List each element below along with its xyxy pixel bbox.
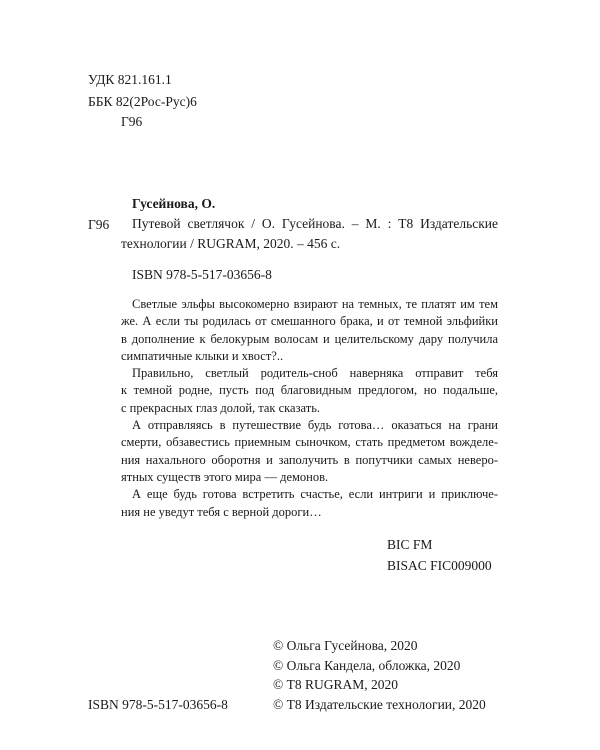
bisac-code: BISAC FIC009000	[387, 558, 492, 573]
description-line-2: технологии / RUGRAM, 2020. – 456 с.	[121, 236, 341, 251]
isbn-record: ISBN 978-5-517-03656-8	[132, 267, 272, 282]
annotation-line: с прекрасных глаз долой, так сказать.	[121, 400, 321, 415]
copyright-line: © Ольга Кандела, обложка, 2020	[273, 657, 461, 673]
annotation-line: к темной родне, пусть под благовидным предлогом, но подальше,	[121, 383, 498, 398]
annotation-line: ния нахального оборотня и заполучить в попутчики самых неверо-	[121, 452, 498, 467]
copyright-line: © Т8 Издательские технологии, 2020	[273, 696, 486, 712]
index-sign: Г96	[88, 217, 110, 232]
annotation-line: в дополнение к белокурым волосам и целительскому дару получила	[121, 331, 498, 346]
author-sign: Г96	[121, 114, 143, 129]
bbk-code: ББК 82(2Рос-Рус)6	[88, 94, 197, 109]
udk-code: УДК 821.161.1	[88, 72, 172, 87]
annotation-line: симпатичные клыки и хвост?..	[121, 348, 284, 363]
annotation-line: же. А если ты родилась от смешанного брака, и от темной эльфийки	[121, 314, 498, 329]
annotation-line: ятных существ этого мира — демонов.	[121, 469, 329, 484]
annotation	[121, 296, 498, 521]
annotation-line: Правильно, светлый родитель-сноб наверняка отправит тебя	[132, 366, 498, 381]
annotation-line: Светлые эльфы высокомерно взирают на темных, те платят им тем	[132, 297, 498, 311]
annotation-line: смерти, обзавестись приемным сыночком, стать предметом вожделе-	[121, 435, 498, 450]
annotation-line: ния не уведут тебя с верной дороги…	[121, 504, 322, 519]
bic-code: BIC FM	[387, 537, 433, 552]
annotation-line: А еще будь готова встретить счастье, если интриги и приключе-	[132, 487, 498, 502]
copyright-line: © Ольга Гусейнова, 2020	[273, 638, 418, 653]
author-heading: Гусейнова, О.	[132, 196, 216, 211]
description-line-1: Путевой светлячок / О. Гусейнова. – М. : Т8 Издательские	[132, 216, 498, 231]
annotation-line: А отправляясь в путешествие будь готова… оказаться на грани	[132, 418, 498, 433]
copyright-line: © Т8 RUGRAM, 2020	[273, 677, 399, 692]
copyright-block	[273, 638, 486, 716]
isbn-footer: ISBN 978-5-517-03656-8	[88, 697, 228, 712]
